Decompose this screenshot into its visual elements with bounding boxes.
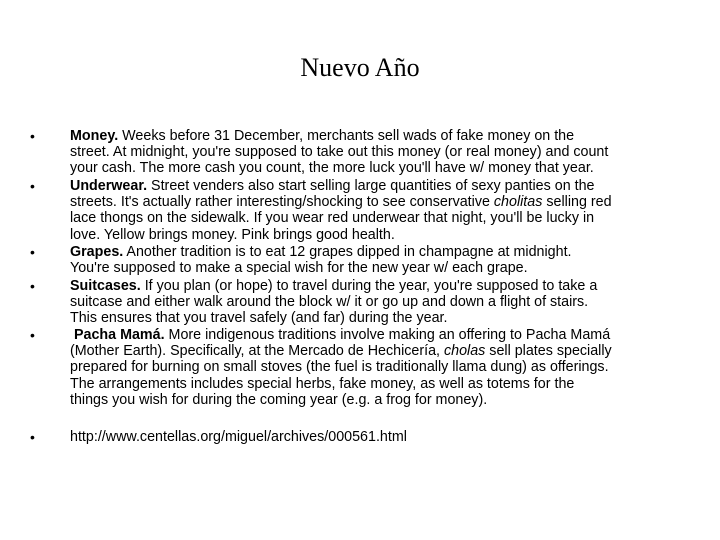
item-line: Grapes. Another tradition is to eat 12 grapes dipped in champagne at midnight.: [70, 244, 572, 260]
item-line: You're supposed to make a special wish for the new year w/ each grape.: [70, 260, 528, 277]
item-heading: Pacha Mamá.: [70, 327, 165, 343]
source-url[interactable]: http://www.centellas.org/miguel/archives/000561.html: [70, 429, 407, 445]
item-line: lace thongs on the sidewalk. If you wear red underwear that night, you'll be lucky in: [70, 210, 595, 227]
item-text: [70, 128, 688, 177]
item-heading: Money.: [70, 128, 119, 144]
bullet-icon: •: [30, 128, 35, 144]
item-heading: Grapes.: [70, 244, 124, 260]
item-text: [70, 178, 688, 243]
bullet-icon: •: [30, 327, 35, 343]
list-item-underwear: [30, 178, 688, 243]
item-line: Money. Weeks before 31 December, merchants sell wads of fake money on the: [70, 128, 575, 144]
item-text: [70, 429, 688, 445]
item-line: The arrangements includes special herbs, fake money, as well as totems for the: [70, 375, 575, 392]
item-line: street. At midnight, you're supposed to take out this money (or real money) and count: [70, 144, 609, 161]
italic-term: cholas: [444, 343, 486, 360]
item-text: [70, 327, 688, 408]
item-text: [70, 244, 688, 276]
slide-title: Nuevo Año: [300, 53, 420, 82]
item-line: love. Yellow brings money. Pink brings good health.: [70, 226, 395, 243]
item-line: Pacha Mamá. More indigenous traditions involve making an offering to Pacha Mamá: [70, 327, 611, 343]
item-line: things you wish for during the coming year (e.g. a frog for money).: [70, 391, 488, 408]
item-line: (Mother Earth). Specifically, at the Mercado de Hechicería, cholas sell plates specially: [70, 343, 612, 360]
list-item-suitcases: [30, 278, 688, 327]
item-line: This ensures that you travel safely (and far) during the year.: [70, 310, 448, 327]
bullet-icon: •: [30, 178, 35, 194]
item-line: prepared for burning on small stoves (the fuel is traditionally llama dung) as offerings.: [70, 359, 609, 376]
item-line: suitcase and either walk around the block w/ it or go up and down a flight of stairs.: [70, 294, 589, 311]
item-line: Suitcases. If you plan (or hope) to travel during the year, you're supposed to take a: [70, 278, 598, 294]
item-line: streets. It's actually rather interesting/shocking to see conservative cholitas selling red: [70, 194, 612, 211]
list-item-pacha-mama: [30, 327, 688, 408]
item-line: your cash. The more cash you count, the more luck you'll have w/ money that year.: [70, 160, 594, 177]
list-item-source: [30, 429, 688, 445]
bullet-icon: •: [30, 244, 35, 260]
item-heading: Suitcases.: [70, 278, 141, 294]
list-item-money: [30, 128, 688, 177]
bullet-icon: •: [30, 429, 35, 445]
item-text: [70, 278, 688, 327]
list-item-grapes: [30, 244, 688, 277]
item-line: Underwear. Street venders also start selling large quantities of sexy panties on the: [70, 178, 595, 194]
italic-term: cholitas: [493, 194, 543, 211]
bullet-icon: •: [30, 278, 35, 294]
item-heading: Underwear.: [70, 178, 148, 194]
